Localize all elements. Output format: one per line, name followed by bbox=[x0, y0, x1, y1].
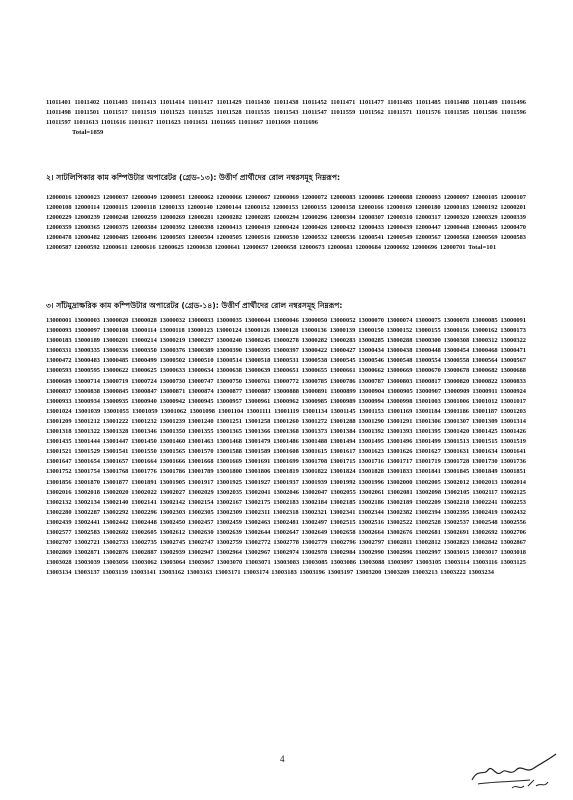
section1-roll-numbers bbox=[46, 98, 526, 138]
section2-total: Total=101 bbox=[468, 244, 497, 252]
section3-roll-numbers bbox=[46, 316, 526, 578]
page-number: 4 bbox=[280, 754, 285, 764]
handwritten-signature bbox=[468, 746, 560, 792]
section2-roll-numbers bbox=[46, 193, 526, 254]
section2-numbers-text: 12000016 12000023 12000037 12000049 12000051 12000062 12000066 12000067 12000069 12000072 12000083 12000086 12000088 12000093 12000097 12000105 12000107 12000108 12000114 12000115 12000118 12000133 12000140 12000144 12000152 12000153 12000155 12000158 12000166 12000169 12000180 12000183 12000192 12000201 12000229 12000239 12000248 12000259 12000269 12000281 12000282 12000285 12000294 12000296 12000304 12000307 12000310 12000317 12000320 12000329 12000339 12000359 12000365 12000375 12000384 12000392 12000398 12000413 12000419 12000424 12000426 12000432 12000433 12000439 12000447 12000448 12000465 12000470 12000478 12000482 12000485 12000496 12000503 12000504 12000505 12000516 12000530 12000532 12000536 12000541 12000549 12000567 12000568 12000569 12000583 12000587 12000592 12000611 12000616 12000625 12000638 12000641 12000657 12000658 12000673 12000681 12000684 12000692 12000696 12000701 bbox=[46, 194, 526, 252]
section1-total: Total=1859 bbox=[72, 129, 104, 137]
section3-heading: ৩। সাঁটমুদ্রাক্ষরিক কাম কম্পিউটার অপারেটর (গ্রেড-১৪): উত্তীর্ণ প্রার্থীদের রোল নম্বরসমূহ নিম্নরূপ: bbox=[46, 301, 343, 310]
section1-numbers-text: 11011401 11011402 11011403 11011413 11011414 11011417 11011429 11011430 11011438 11011452 11011471 11011477 11011483 11011485 11011488 11011489 11011496 11011498 11011501 11011517 11011519 11011523 11011525 11011528 11011535 11011543 11011547 11011559 11011562 11011571 11011576 11011585 11011586 11011596 11011597 11011613 11011616 11011617 11011623 11011651 11011665 11011667 11011669 11011696 bbox=[46, 99, 526, 127]
section2-heading: ২। সাটলিপিকার কাম কম্পিউটার অপারেটর (গ্রেড-১৩): উত্তীর্ণ প্রার্থীদের রোল নম্বরসমূহ নিম্নরূপ: bbox=[46, 173, 341, 182]
section3-numbers-text: 13000001 13000003 13000020 13000028 13000032 13000033 13000035 13000044 13000046 13000050 13000052 13000070 13000074 13000075 13000078 13000085 13000091 13000093 13000097 13000108 13000114 13000118 13000123 13000124 13000126 13000128 13000136 13000139 13000150 13000152 13000155 13000156 13000162 13000173 13000183 13000189 13000201 13000214 13000219 13000237 13000240 13000245 13000278 13000282 13000283 13000285 13000288 13000300 13000308 13000312 13000322 13000331 13000335 13000336 13000350 13000376 13000389 13000390 13000395 13000397 13000422 13000427 13000434 13000438 13000448 13000454 13000468 13000471 13000472 13000483 13000485 13000499 13000502 13000510 13000514 13000518 13000531 13000538 13000545 13000546 13000548 13000554 13000558 13000564 13000567 13000593 13000595 13000622 13000625 13000633 13000634 13000638 13000639 13000651 13000655 13000661 13000662 13000669 13000670 13000678 13000682 13000688 13000689 13000714 13000719 13000724 13000730 13000747 13000750 13000761 13000772 13000785 13000786 13000787 13000803 13000817 13000820 13000822 13000833 13000837 13000838 13000845 13000847 13000871 13000874 13000877 13000887 13000888 13000891 13000899 13000904 13000905 13000907 13000909 13000911 13000924 13000933 13000934 13000935 13000940 13000942 13000945 13000957 13000961 13000962 13000985 13000989 13000994 13000998 13001003 13001006 13001012 13001017 13001024 13001039 13001055 13001059 13001062 13001098 13001104 13001111 13001119 13001134 13001145 13001153 13001169 13001184 13001186 13001187 13001203 13001209 13001212 13001222 13001232 13001239 13001240 13001251 13001258 13001260 13001272 13001288 13001290 13001291 13001306 13001307 13001309 13001314 13001318 13001322 13001328 13001346 13001350 13001355 13001365 13001366 13001368 13001373 13001384 13001392 13001393 13001395 13001420 13001425 13001426 13001435 13001444 13001447 13001450 13001460 13001463 13001468 13001479 13001486 13001488 13001494 13001495 13001496 13001499 13001513 13001515 13001519 13001521 13001529 13001541 13001550 13001565 13001570 13001588 13001589 13001608 13001615 13001617 13001623 13001626 13001627 13001631 13001634 13001641 13001647 13001654 13001657 13001664 13001666 13001668 13001669 13001691 13001699 13001708 13001715 13001716 13001717 13001719 13001728 13001730 13001736 13001752 13001754 13001768 13001776 13001786 13001789 13001800 13001806 13001819 13001822 13001824 13001828 13001833 13001841 13001845 13001849 13001851 13001856 13001870 13001877 13001891 13001905 13001917 13001925 13001927 13001937 13001939 13001992 13001996 13002000 13002005 13002012 13002013 13002014 13002016 13002018 13002020 13002022 13002027 13002029 13002035 13002041 13002046 13002047 13002055 13002061 13002081 13002098 13002105 13002117 13002125 13002132 13002134 13002140 13002141 13002142 13002154 13002167 13002175 13002183 13002184 13002185 13002186 13002189 13002209 13002218 13002241 13002253 13002280 13002287 13002292 13002296 13002303 13002305 13002309 13002311 13002318 13002321 13002341 13002344 13002382 13002394 13002395 13002419 13002432 13002439 13002441 13002442 13002448 13002450 13002457 13002459 13002463 13002481 13002497 13002515 13002516 13002522 13002528 13002537 13002548 13002556 13002577 13002583 13002602 13002605 13002612 13002630 13002639 13002644 13002647 13002649 13002658 13002664 13002676 13002681 13002691 13002692 13002706 13002707 13002721 13002733 13002735 13002745 13002747 13002759 13002772 13002778 13002779 13002796 13002797 13002811 13002812 13002823 13002842 13002867 13002869 13002871 13002876 13002887 13002939 13002947 13002964 13002967 13002974 13002978 13002984 13002990 13002996 13002997 13003015 13003017 13003018 13003028 13003039 13003056 13003062 13003064 13003067 13003070 13003071 13003083 13003085 13003086 13003088 13003097 13003105 13003114 13003116 13003125 13003134 13003137 13003139 13003141 13003162 13003163 13003171 13003174 13003183 13003196 13003197 13003200 13003209 13003213 13003222 13003234 bbox=[46, 317, 526, 577]
